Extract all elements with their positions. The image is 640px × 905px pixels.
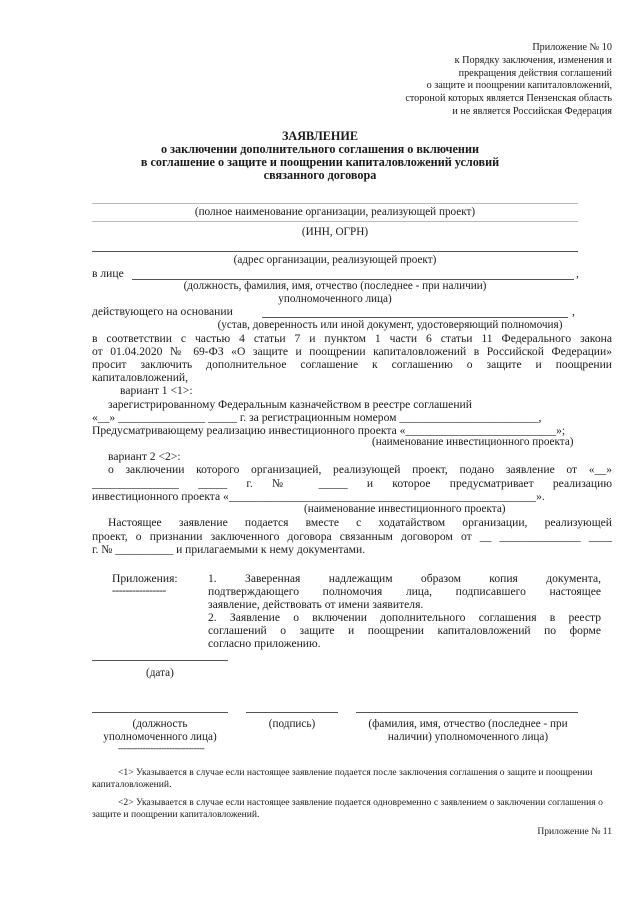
basis-comma: , — [572, 305, 575, 318]
signature-line[interactable] — [246, 712, 338, 713]
attachments-label: Приложения: — [112, 572, 178, 585]
name-caption-2: наличии) уполномоченного лица) — [387, 731, 549, 743]
header-line: Приложение № 10 — [532, 42, 612, 53]
variant1-line: «__» _______________ _____ г. за регистрационным номером ________________________, — [92, 411, 542, 424]
date-caption: (дата) — [146, 667, 174, 679]
header-line: о защите и поощрении капиталовложений, — [426, 80, 612, 92]
document-title: ЗАЯВЛЕНИЕ — [282, 129, 358, 143]
attachment-item-2: 2. Заявление о включении дополнительного соглашения в реестр — [208, 611, 601, 624]
header-line: к Порядку заключения, изменения и — [454, 54, 612, 66]
variant2-line: _______________ _____ г. № _____ и которое предусматривает реализацию — [92, 477, 612, 490]
attachment-item-2: согласно приложению. — [208, 637, 321, 650]
footnote-separator: -------------------------------- — [118, 743, 205, 754]
para1-line: просит заключить дополнительное соглашение к соглашению о защите и поощрении — [92, 358, 612, 371]
variant1-line: Предусматривающему реализацию инвестиционного проекта «__________________________»; — [92, 424, 566, 437]
position-caption-1: (должность — [132, 718, 188, 730]
para1-line: от 01.04.2020 № 69-ФЗ «О защите и поощрении капиталовложений в Российской Федерации» — [92, 345, 612, 358]
org-name-line[interactable] — [92, 203, 578, 204]
org-name-caption: (полное наименование организации, реализующей проект) — [194, 206, 476, 218]
para2-line: г. № __________ и прилагаемыми к нему документами. — [92, 543, 366, 556]
header-line: стороной которых является Пензенская область — [405, 93, 612, 105]
appendix-header — [312, 42, 612, 119]
document-subtitle-2: в соглашение о защите и поощрении капиталовложений условий — [140, 155, 500, 169]
name-caption-1: (фамилия, имя, отчество (последнее - при — [368, 718, 568, 730]
variant2-caption: (наименование инвестиционного проекта) — [304, 503, 506, 515]
address-line[interactable] — [92, 251, 578, 252]
attachment-item-1: заявление, действовать от имени заявителя. — [208, 598, 424, 611]
next-appendix-label: Приложение № 11 — [537, 826, 612, 837]
variant2-line: инвестиционного проекта «_____________________________________________________». — [92, 490, 545, 503]
variant1-label: вариант 1 <1>: — [120, 384, 193, 397]
acting-label: действующего на основании — [92, 305, 233, 318]
variant1-line: зарегистрированному Федеральным казначейством в реестре соглашений — [108, 398, 472, 411]
attachments-label-underline: ---------------- — [112, 584, 166, 597]
header-line: и не является Российская Федерация — [452, 105, 612, 117]
in-person-label: в лице — [92, 267, 124, 280]
inn-caption: (ИНН, ОГРН) — [301, 226, 369, 238]
document-subtitle-3: связанного договора — [263, 168, 377, 182]
date-line[interactable] — [92, 660, 228, 661]
para1-line: в соответствии с частью 4 статьи 7 и пунктом 1 части 6 статьи 11 Федерального закона — [92, 332, 612, 345]
person-caption-1: (должность, фамилия, имя, отчество (последнее - при наличии) — [183, 280, 487, 292]
para2-line: проект, о признании заключенного договора связанным договором от __ ______________ ____ — [92, 530, 612, 543]
footnote-2: <2> Указывается в случае если настоящее заявление подается одновременно с заявлением о заключении соглашения о защите и поощрении капиталовложений. — [92, 797, 603, 820]
para2-line: Настоящее заявление подается вместе с ходатайством организации, реализующей — [108, 516, 612, 529]
inn-line[interactable] — [92, 221, 578, 222]
address-caption: (адрес организации, реализующей проект) — [233, 254, 437, 266]
position-line[interactable] — [92, 712, 228, 713]
attachment-item-1: 1. Заверенная надлежащим образом копия документа, — [208, 572, 601, 585]
person-caption-2: уполномоченного лица) — [278, 293, 392, 305]
header-line: прекращения действия соглашений — [458, 67, 612, 79]
basis-caption: (устав, доверенность или иной документ, удостоверяющий полномочия) — [217, 319, 563, 331]
signature-caption: (подпись) — [268, 718, 316, 730]
attachment-item-1: подтверждающего полномочия лица, подписавшего настоящее — [208, 585, 601, 598]
name-line[interactable] — [356, 712, 578, 713]
variant2-line: о заключении которого организацией, реализующей проект, подано заявление от «__» — [108, 463, 612, 476]
person-comma: , — [576, 267, 579, 280]
document-subtitle-1: о заключении дополнительного соглашения о включении — [160, 142, 479, 156]
variant1-caption: (наименование инвестиционного проекта) — [372, 436, 574, 448]
footnote-1: <1> Указывается в случае если настоящее заявление подается после заключения соглашения о защите и поощрении капиталовложений. — [92, 767, 593, 790]
position-caption-2: уполномоченного лица) — [103, 731, 217, 743]
variant2-label: вариант 2 <2>: — [108, 450, 181, 463]
attachment-item-2: соглашений о защите и поощрении капиталовложений по форме — [208, 624, 601, 637]
basis-line[interactable] — [262, 317, 568, 318]
para1-line: капиталовложений, — [92, 371, 189, 384]
